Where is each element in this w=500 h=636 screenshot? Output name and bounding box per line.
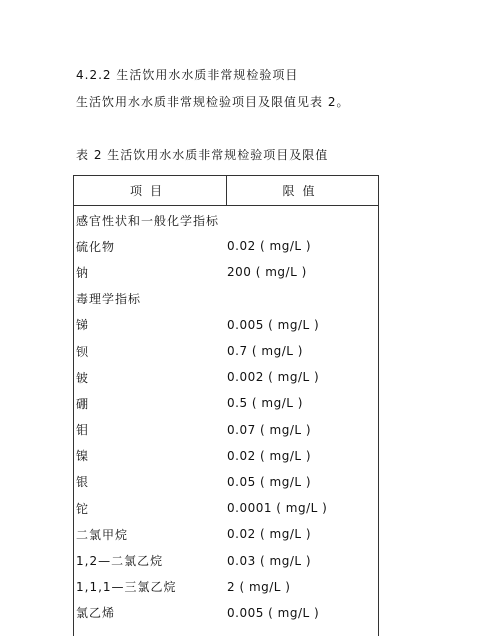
cell-limit-value: 0.05 ( mg/L ) xyxy=(227,474,312,489)
section-heading: 4.2.2 生活饮用水水质非常规检验项目 xyxy=(76,68,299,82)
cell-limit-value: 0.02 ( mg/L ) xyxy=(227,239,312,254)
table-row xyxy=(74,521,378,547)
table-row xyxy=(74,390,378,416)
cell-limit-value: 0.03 ( mg/L ) xyxy=(227,553,312,568)
cell-item-name: 感官性状和一般化学指标 xyxy=(76,213,220,228)
limits-table xyxy=(73,175,379,636)
cell-limit-value: 0.07 ( mg/L ) xyxy=(227,422,312,437)
cell-limit-value: 0.0001 ( mg/L ) xyxy=(227,501,328,516)
cell-item-name: 毒理学指标 xyxy=(76,292,142,307)
cell-limit-value: 0.5 ( mg/L ) xyxy=(227,396,303,411)
cell-item-name: 氯乙烯 xyxy=(76,606,116,621)
cell-item-name: 硼 xyxy=(76,396,90,411)
table-row xyxy=(74,207,378,233)
table-body xyxy=(74,207,378,626)
cell-limit-value: 0.02 ( mg/L ) xyxy=(227,448,312,463)
table-row xyxy=(74,469,378,495)
cell-item-name: 锑 xyxy=(76,318,90,333)
table-row xyxy=(74,547,378,573)
cell-item-name: 1,1,1—三氯乙烷 xyxy=(76,580,177,595)
cell-item-name: 镍 xyxy=(76,449,90,464)
table-row xyxy=(74,364,378,390)
table-row xyxy=(74,312,378,338)
table-row xyxy=(74,259,378,285)
table-row xyxy=(74,574,378,600)
cell-item-name: 银 xyxy=(76,475,90,490)
cell-limit-value: 0.005 ( mg/L ) xyxy=(227,605,320,620)
table-header xyxy=(74,176,378,206)
cell-item-name: 钼 xyxy=(76,423,90,438)
cell-limit-value: 0.002 ( mg/L ) xyxy=(227,370,320,385)
cell-item-name: 二氯甲烷 xyxy=(76,527,129,542)
cell-item-name: 铊 xyxy=(76,501,90,516)
cell-item-name: 硫化物 xyxy=(76,239,116,254)
table-row xyxy=(74,286,378,312)
cell-item-name: 钠 xyxy=(76,265,90,280)
table-row xyxy=(74,233,378,259)
header-limit: 限值 xyxy=(282,184,323,198)
header-item: 项目 xyxy=(74,176,227,205)
table-row xyxy=(74,443,378,469)
cell-limit-value: 2 ( mg/L ) xyxy=(227,579,291,594)
table-row xyxy=(74,338,378,364)
cell-limit-value: 0.7 ( mg/L ) xyxy=(227,344,303,359)
cell-item-name: 钡 xyxy=(76,344,90,359)
intro-text: 生活饮用水水质非常规检验项目及限值见表 2。 xyxy=(76,95,350,109)
cell-item-name: 铍 xyxy=(76,370,90,385)
table-row xyxy=(74,495,378,521)
table-caption: 表 2 生活饮用水水质非常规检验项目及限值 xyxy=(76,148,329,162)
cell-item-name: 1,2—二氯乙烷 xyxy=(76,554,164,569)
cell-limit-value: 200 ( mg/L ) xyxy=(227,265,307,280)
cell-limit-value: 0.005 ( mg/L ) xyxy=(227,317,320,332)
table-row xyxy=(74,417,378,443)
table-row xyxy=(74,600,378,626)
cell-limit-value: 0.02 ( mg/L ) xyxy=(227,527,312,542)
